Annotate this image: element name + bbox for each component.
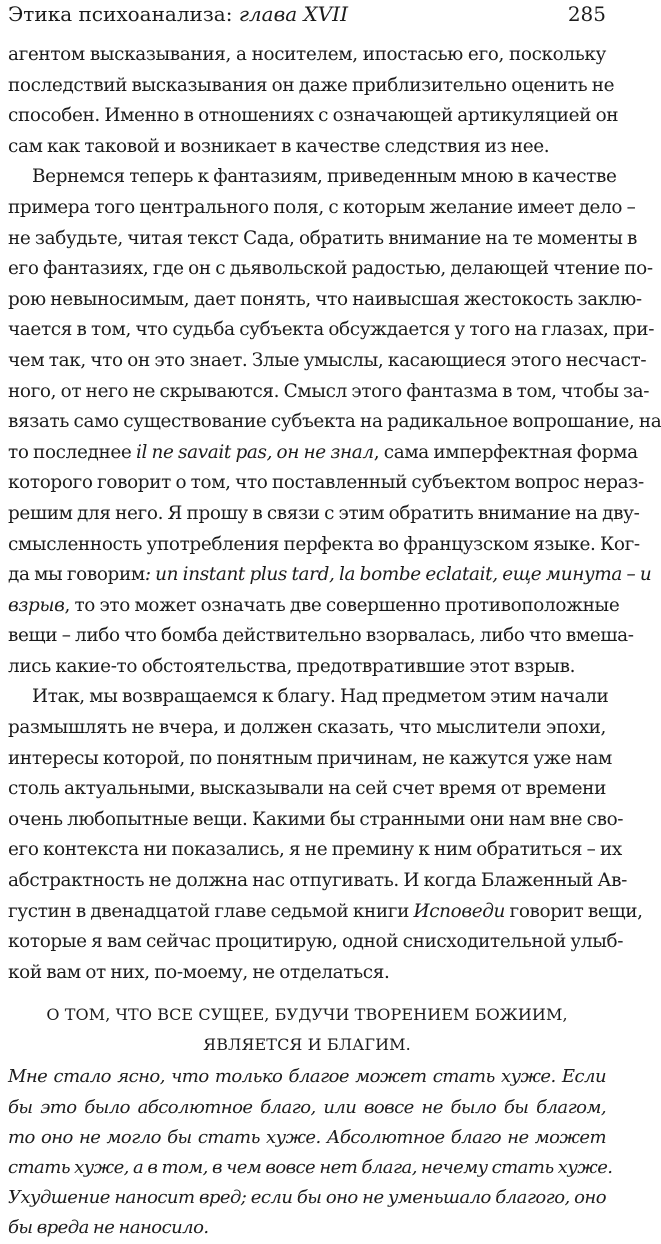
- book-title: Исповеди: [413, 900, 506, 922]
- paragraph-1: [8, 40, 619, 162]
- text-line: Итак, мы возвращаемся к благу. Над предметом этим начали: [32, 686, 609, 708]
- quote-line: бы вреда не наносило.: [8, 1217, 209, 1239]
- text-line: способен. Именно в отношениях с означающей артикуляцией он: [8, 105, 619, 127]
- text-line: последствий высказывания он даже приблизительно оценить не: [8, 74, 615, 96]
- french-citation: il ne savait pas, он не знал: [135, 441, 374, 463]
- block-quote: [8, 1062, 613, 1243]
- heading-line: О ТОМ, ЧТО ВСЕ СУЩЕЕ, БУДУЧИ ТВОРЕНИЕМ БОЖИИМ,: [46, 1005, 568, 1025]
- text-line: не забудьте, читая текст Сада, обратить внимание на те моменты в: [8, 227, 637, 249]
- french-example: : un instant plus tard, la bombe eclatait, еще минута – и: [144, 564, 652, 586]
- text-line: размышлять не вчера, и должен сказать, что мыслители эпохи,: [8, 717, 606, 739]
- page-number: 285: [567, 2, 606, 26]
- heading-line: ЯВЛЯЕТСЯ И БЛАГИМ.: [203, 1035, 411, 1055]
- text-line: вещи – либо что бомба действительно взорвалась, либо что вмеша-: [8, 625, 634, 647]
- text-line: ного, от него не скрываются. Смысл этого фантазма в том, чтобы за-: [8, 380, 650, 402]
- text-line: да мы говорим: un instant plus tard, la bombe eclatait, еще минута – и: [8, 564, 652, 586]
- running-header: [8, 0, 606, 40]
- text-line: чем так, что он это знает. Злые умыслы, касающиеся этого несчаст-: [8, 349, 647, 371]
- quote-line: Ухудшение наносит вред; если бы оно не уменьшало благого, оно: [8, 1187, 606, 1209]
- text-line: интересы которой, по понятным причинам, не кажутся уже нам: [8, 747, 612, 769]
- french-example-end: взрыв: [8, 594, 65, 616]
- text-line: сам как таковой и возникает в качестве следствия из нее.: [8, 135, 550, 157]
- paragraph-3: [8, 682, 643, 988]
- text-line: которые я вам сейчас процитирую, одной снисходительной улыб-: [8, 931, 624, 953]
- text-line: агентом высказывания, а носителем, ипостасью его, поскольку: [8, 44, 606, 65]
- text-line: его контекста ни показались, я не премину к ним обратиться – их: [8, 839, 622, 861]
- text-line: рою невыносимым, дает понять, что наивысшая жестокость заклю-: [8, 288, 642, 310]
- text-line: лись какие-то обстоятельства, предотвратившие этот взрыв.: [8, 655, 576, 677]
- text-line: решим для него. Я прошу в связи с этим обратить внимание на дву-: [8, 502, 640, 524]
- text-line: его фантазиях, где он с дьявольской радостью, делающей чтение по-: [8, 258, 653, 280]
- text-line: чается в том, что судьба субъекта обсуждается у того на глазах, при-: [8, 319, 655, 341]
- running-title: Этика психоанализа: глава XVII: [8, 2, 348, 26]
- text-line: Вернемся теперь к фантазиям, приведенным мною в качестве: [32, 166, 617, 188]
- text-line: кой вам от них, по-моему, не отделаться.: [8, 961, 390, 983]
- quote-line: стать хуже, а в том, в чем вовсе нет блага, нечему стать хуже.: [8, 1157, 613, 1179]
- text-line: то последнее il ne savait pas, он не знал, сама имперфектная форма: [8, 441, 638, 463]
- text-line: очень любопытные вещи. Какими бы странными они нам вне сво-: [8, 808, 624, 830]
- text-line: смысленность употребления перфекта во французском языке. Ког-: [8, 533, 640, 555]
- text-line: примера того центрального поля, с которым желание имеет дело –: [8, 196, 636, 218]
- text-line: которого говорит о том, что поставленный субъектом вопрос нераз-: [8, 472, 644, 494]
- chapter-label: глава XVII: [238, 2, 348, 26]
- quote-line: Мне стало ясно, что только благое может стать хуже. Если: [8, 1066, 606, 1088]
- main-text: [8, 40, 661, 988]
- quote-heading: [8, 1000, 606, 1060]
- text-line: густин в двенадцатой главе седьмой книги Исповеди говорит вещи,: [8, 900, 643, 922]
- quote-line: бы это было абсолютное благо, или вовсе не было бы благом,: [8, 1096, 606, 1118]
- text-line: вязать само существование субъекта на радикальное вопрошание, на: [8, 411, 661, 433]
- text-line: абстрактность не должна нас отпугивать. И когда Блаженный Ав-: [8, 870, 627, 892]
- quote-line: то оно не могло бы стать хуже. Абсолютное благо не может: [8, 1126, 606, 1148]
- text-line: столь актуальными, высказывали на сей счет время от времени: [8, 778, 606, 800]
- paragraph-2: [8, 162, 661, 682]
- text-line: взрыв, то это может означать две совершенно противоположные: [8, 594, 620, 616]
